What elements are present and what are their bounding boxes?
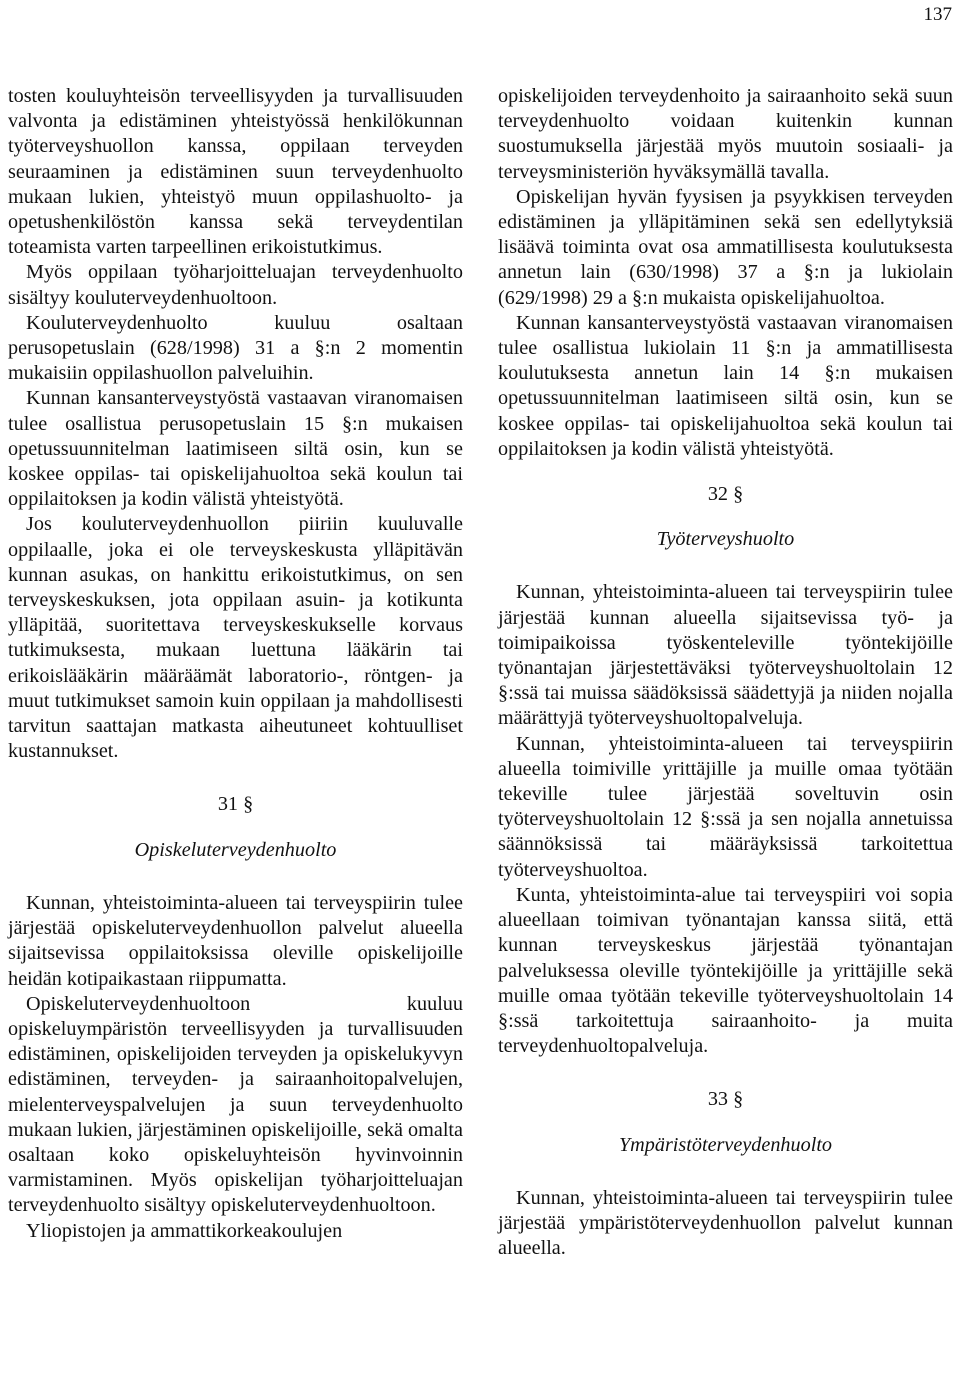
paragraph: Kunnan, yhteistoiminta-alueen tai terveyspiirin tulee järjestää ympäristöterveydenhuollon palvelut kunnan alueella. <box>498 1186 953 1260</box>
paragraph: Opiskeluterveydenhuoltoon kuuluu opiskeluympäristön terveellisyyden ja turvallisuuden edistäminen, opiskelijoiden terveyden ja opiskelukyvyn edistäminen, terveyden- ja sairaanhoitopalvelujen, mielenterveyspalvelujen ja suun terveydenhuolto mukaan lukien, järjestäminen opiskelijoille, sekä omalta osaltaan koko opiskeluyhteisön hyvinvoinnin varmistaminen. Myös opiskelijan työharjoitteluajan terveydenhuolto sisältyy opiskeluterveydenhuoltoon. <box>8 992 463 1217</box>
paragraph: Kunnan kansanterveystyöstä vastaavan viranomaisen tulee osallistua lukiolain 11 §:n ja ammatillisesta koulutuksesta annetun lain 14 §:n mukaisen opetussuunnitelman laatimiseen siltä osin, kun se koskee oppilas- tai opiskelijahuoltoa sekä koulun tai oppilaitoksen ja kodin välistä yhteistyötä. <box>498 311 953 460</box>
section-number: 33 § <box>707 1088 744 1111</box>
paragraph: Jos kouluterveydenhuollon piiriin kuuluvalle oppilaalle, joka ei ole terveyskeskusta ylläpitävän kunnan asukas, on hankittu erikoistutkimus, on sen terveyskeskuksen, jota oppilaan asuin- ja kotikunta ylläpitää, suoritettava terveyskeskukselle korvaus tutkimuksesta, mukaan luettuna lääkärin tai erikoislääkärin määräämät laboratorio-, röntgen- ja muut tutkimukset samoin kuin oppilaan ja mahdollisesti tarvitun saattajan matkasta aiheutuneet kohtuulliset kustannukset. <box>8 513 463 763</box>
section-title: Opiskeluterveydenhuolto <box>134 838 337 861</box>
paragraph: Kunnan, yhteistoiminta-alueen tai terveyspiirin tulee järjestää opiskeluterveydenhuollon palvelut alueella sijaitsevissa oppilaitoksissa oleville opiskelijoille heidän kotipaikastaan riippumatta. <box>8 891 463 990</box>
page-number: 137 <box>923 4 952 25</box>
paragraph: tosten kouluyhteisön terveellisyyden ja turvallisuuden valvonta ja edistäminen yhteistyössä henkilökunnan työterveyshuollon kanssa, oppilaan terveyden seuraaminen ja edistäminen suun terveydenhuolto mukaan lukien, yhteistyö muun oppilashuolto- ja opetushenkilöstön kanssa sekä terveydentilan toteamista varten tarpeellinen erikoistutkimus. <box>8 85 463 259</box>
paragraph: Yliopistojen ja ammattikorkeakoulujen <box>26 1219 343 1242</box>
paragraph: Opiskelijan hyvän fyysisen ja psyykkisen terveyden edistäminen ja ylläpitäminen sekä sen edellytyksiä lisäävä toiminta ovat osa ammatillisesta koulutuksesta annetun lain (630/1998) 37 a §:n ja lukiolain (629/1998) 29 a §:n mukaista opiskelijahuoltoa. <box>498 185 953 309</box>
paragraph: opiskelijoiden terveydenhoito ja sairaanhoito sekä suun terveydenhuolto voidaan kuitenkin kunnan suostumuksella järjestää myös muutoin sosiaali- ja terveysministeriön hyväksymällä tavalla. <box>498 85 953 183</box>
section-title: Työterveyshuolto <box>656 528 795 551</box>
paragraph: Kunnan, yhteistoiminta-alueen tai terveyspiirin tulee järjestää kunnan alueella sijaitsevissa työ- ja toimipaikoissa työskenteleville työntekijöille työnantajan järjestettäväksi työterveyshuoltolain 12 §:ssä tai muissa säädöksissä säädettyjä ja niiden nojalla määrättyjä työterveyshuoltopalveluja. <box>498 581 953 730</box>
right-column <box>498 84 953 1261</box>
paragraph: Kunta, yhteistoiminta-alue tai terveyspiiri voi sopia alueellaan toimivan työnantajan kanssa siitä, että kunnan terveyskeskus järjestää työnantajan palveluksessa oleville työntekijöille ja yrittäjille sekä muille omaa työtään tekeville työterveyshuoltolain 14 §:ssä tarkoitettuja sairaanhoito- ja muita terveydenhuoltopalveluja. <box>498 883 953 1058</box>
left-column <box>8 84 463 1244</box>
paragraph: Kouluterveydenhuolto kuuluu osaltaan perusopetuslain (628/1998) 31 a §:n 2 momentin mukaisiin oppilashuollon palveluihin. <box>8 311 463 385</box>
paragraph: Kunnan kansanterveystyöstä vastaavan viranomaisen tulee osallistua perusopetuslain 15 §:n mukaisen opetussuunnitelman laatimiseen siltä osin, kun se koskee oppilas- tai opiskelijahuoltoa sekä koulun tai oppilaitoksen ja kodin välistä yhteistyötä. <box>8 387 463 511</box>
section-number: 31 § <box>217 793 254 816</box>
section-title: Ympäristöterveydenhuolto <box>618 1133 833 1156</box>
section-number: 32 § <box>707 483 744 506</box>
paragraph: Myös oppilaan työharjoitteluajan terveydenhuolto sisältyy kouluterveydenhuoltoon. <box>8 261 463 309</box>
paragraph: Kunnan, yhteistoiminta-alueen tai terveyspiirin alueella toimiville yrittäjille ja muille omaa työtään tekeville tulee järjestää soveltuvin osin työterveyshuoltolain 12 §:ssä ja sen nojalla annetuissa säännöksissä tai määräyksissä tarkoitettua työterveyshuoltoa. <box>498 732 953 881</box>
